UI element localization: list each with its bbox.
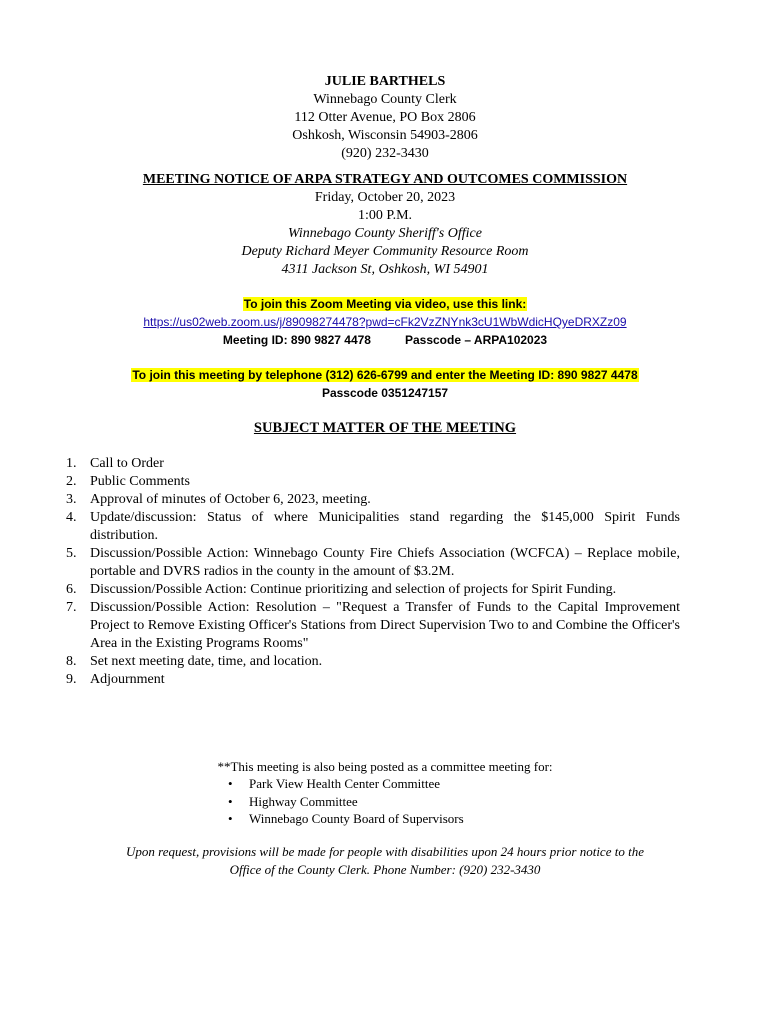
clerk-office: Winnebago County Clerk: [313, 92, 457, 107]
meeting-time: 1:00 P.M.: [357, 208, 413, 223]
meeting-date: Friday, October 20, 2023: [314, 190, 456, 205]
disability-notice: Upon request, provisions will be made for people with disabilities upon 24 hours prior notice to the Office of the County Clerk. Phone Number: (920) 232-3430: [126, 844, 644, 877]
clerk-phone: (920) 232-3430: [341, 146, 429, 161]
zoom-passcode: Passcode – ARPA102023: [404, 333, 548, 347]
zoom-meeting-id: Meeting ID: 890 9827 4478: [222, 333, 371, 347]
agenda-item: 7. Discussion/Possible Action: Resolution – "Request a Transfer of Funds to the Capital Improvement Project to Remove Existing Officer's Stations from Direct Supervision Two to and Combine the Officer's Area in the Existing Programs Rooms": [66, 600, 680, 651]
meeting-location-1: Winnebago County Sheriff's Office: [288, 226, 482, 241]
agenda-item: 6. Discussion/Possible Action: Continue prioritizing and selection of projects for Spirit Funding.: [66, 582, 617, 597]
phone-join-label: To join this meeting by telephone (312) 626-6799 and enter the Meeting ID: 890 9827 4478: [132, 368, 638, 382]
posted-intro: **This meeting is also being posted as a committee meeting for:: [217, 759, 553, 774]
meeting-title: MEETING NOTICE OF ARPA STRATEGY AND OUTCOMES COMMISSION: [142, 172, 628, 187]
zoom-video-label: To join this Zoom Meeting via video, use this link:: [243, 297, 527, 311]
subject-heading: SUBJECT MATTER OF THE MEETING: [253, 420, 517, 436]
phone-join-info: [0, 366, 770, 402]
agenda-item: 9. Adjournment: [66, 672, 165, 687]
meeting-location-3: 4311 Jackson St, Oshkosh, WI 54901: [281, 262, 489, 277]
committee-item: • Winnebago County Board of Supervisors: [228, 811, 464, 826]
committee-item: • Park View Health Center Committee: [228, 776, 441, 791]
committee-item: • Highway Committee: [228, 793, 358, 809]
committee-list: [226, 775, 464, 828]
agenda-item: 8. Set next meeting date, time, and location.: [66, 654, 323, 669]
clerk-address: 112 Otter Avenue, PO Box 2806: [294, 110, 476, 125]
agenda-item: 3. Approval of minutes of October 6, 2023, meeting.: [66, 492, 371, 507]
meeting-location-2: Deputy Richard Meyer Community Resource Room: [241, 244, 529, 259]
clerk-name: JULIE BARTHELS: [324, 74, 446, 89]
phone-passcode: Passcode 0351247157: [321, 386, 449, 400]
zoom-info: [0, 295, 770, 349]
agenda-item: 4. Update/discussion: Status of where Municipalities stand regarding the $145,000 Spirit Funds distribution.: [66, 510, 680, 543]
zoom-link[interactable]: https://us02web.zoom.us/j/89098274478?pwd=cFk2VzZNYnk3cU1WbWdicHQyeDRXZz09: [143, 315, 627, 329]
agenda-list: [62, 455, 680, 689]
agenda-item: 2. Public Comments: [66, 474, 190, 489]
agenda-item: 5. Discussion/Possible Action: Winnebago County Fire Chiefs Association (WCFCA) – Replace mobile, portable and DVRS radios in the county in the amount of $3.2M.: [66, 546, 680, 579]
agenda-item: 1. Call to Order: [66, 456, 164, 471]
clerk-header: [0, 73, 770, 163]
clerk-city: Oshkosh, Wisconsin 54903-2806: [292, 128, 478, 143]
meeting-details: [0, 189, 770, 279]
